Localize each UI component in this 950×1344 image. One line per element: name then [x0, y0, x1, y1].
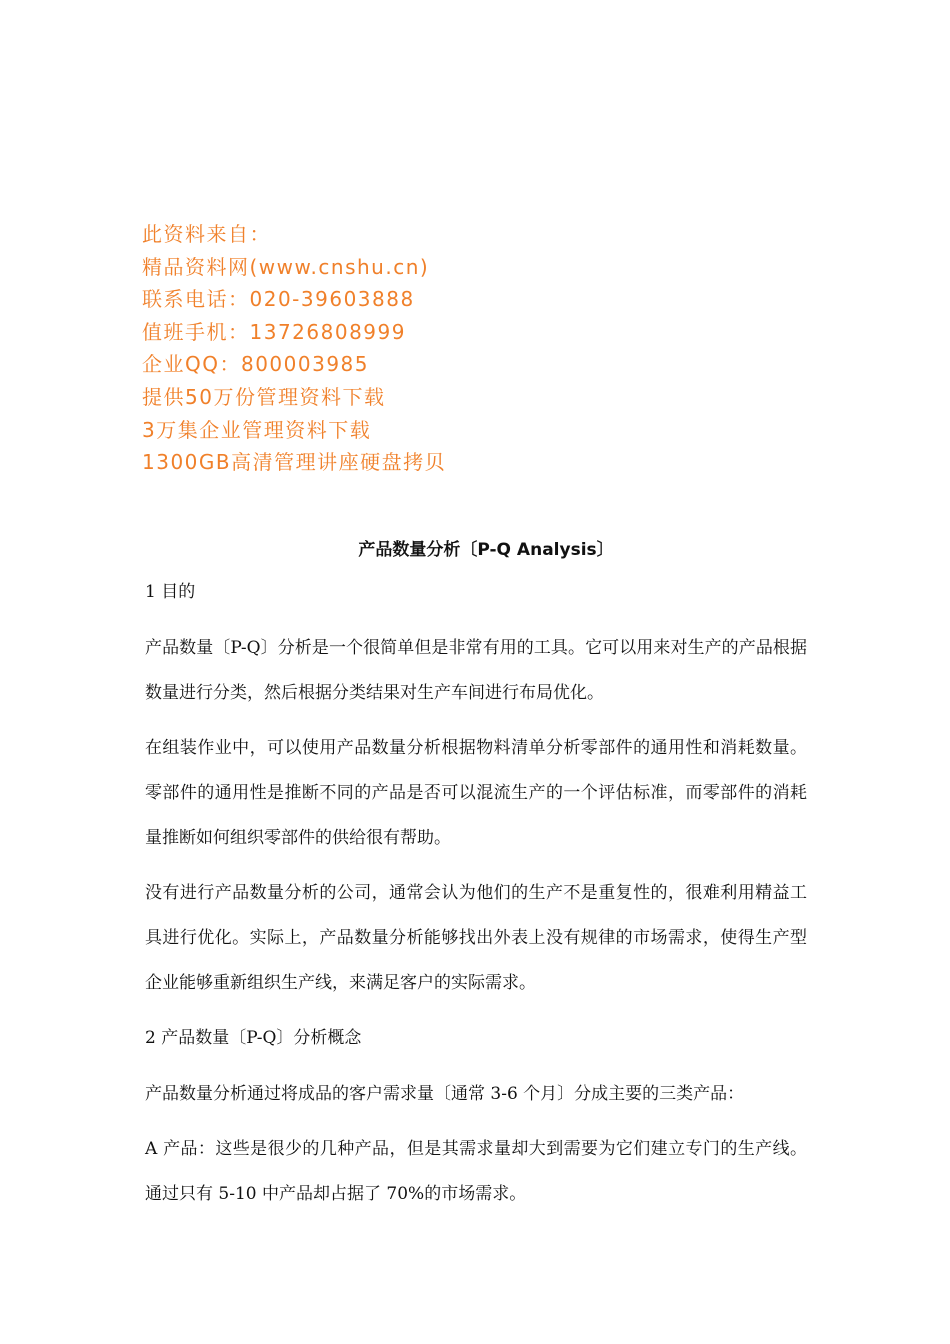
- section-1-paragraph-2: 在组装作业中，可以使用产品数量分析根据物料清单分析零部件的通用性和消耗数量。零部件的通用性是推断不同的产品是否可以混流生产的一个评估标准，而零部件的消耗量推断如何组织零部件的供给很有帮助。: [145, 738, 807, 848]
- section-2-paragraph-2: A 产品：这些是很少的几种产品，但是其需求量却大到需要为它们建立专门的生产线。通过只有 5-10 中产品却占据了 70%的市场需求。: [145, 1139, 807, 1204]
- ad-line-website: 精品资料网(www.cnshu.cn): [142, 254, 430, 279]
- ad-line-offer-3: 1300GB高清管理讲座硬盘拷贝: [142, 450, 447, 475]
- document-title: 产品数量分析〔P-Q Analysis〕: [358, 540, 614, 560]
- section-2-heading: 2 产品数量〔P-Q〕分析概念: [145, 1028, 362, 1048]
- section-2-paragraph-1: 产品数量分析通过将成品的客户需求量〔通常 3-6 个月〕分成主要的三类产品：: [145, 1084, 745, 1104]
- ad-line-qq: 企业QQ：800003985: [142, 352, 370, 377]
- ad-line-mobile: 值班手机：13726808999: [142, 319, 406, 344]
- document-body: [145, 530, 807, 1217]
- section-1-paragraph-3: 没有进行产品数量分析的公司，通常会认为他们的生产不是重复性的，很难利用精益工具进行优化。实际上，产品数量分析能够找出外表上没有规律的市场需求，使得生产型企业能够重新组织生产线，来满足客户的实际需求。: [145, 883, 807, 993]
- ad-line-offer-1: 提供50万份管理资料下载: [142, 384, 386, 409]
- ad-line-offer-2: 3万集企业管理资料下载: [142, 417, 372, 442]
- ad-line-source: 此资料来自：: [142, 222, 271, 246]
- ad-line-phone: 联系电话：020-39603888: [142, 287, 415, 312]
- section-1-paragraph-1: 产品数量〔P-Q〕分析是一个很简单但是非常有用的工具。它可以用来对生产的产品根据数量进行分类，然后根据分类结果对生产车间进行布局优化。: [145, 638, 807, 703]
- ad-banner: [142, 218, 562, 479]
- section-1-heading: 1 目的: [145, 582, 196, 602]
